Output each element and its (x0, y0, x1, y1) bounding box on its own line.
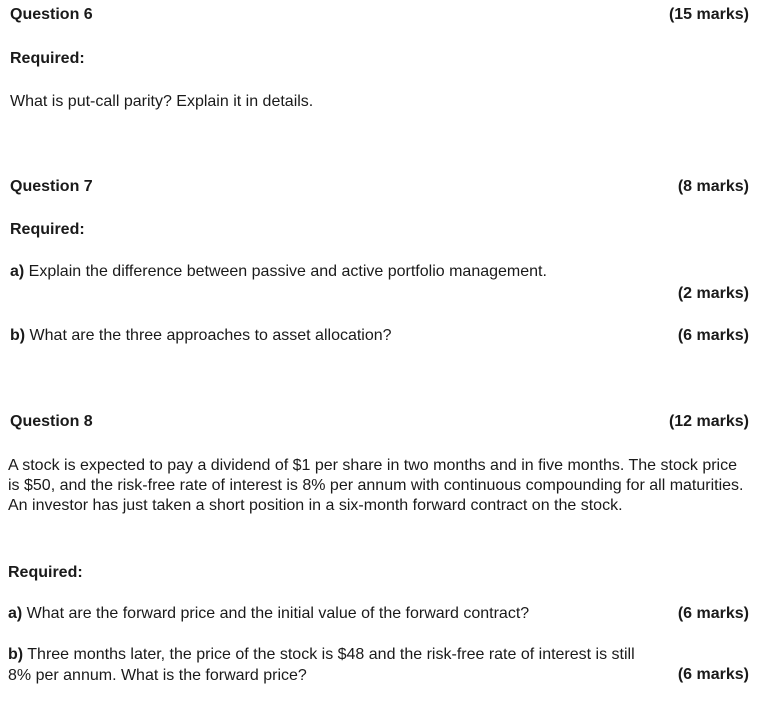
question-7-part-a (10, 263, 547, 281)
part-a-label: a) (8, 605, 23, 622)
question-8-part-b-line2: 8% per annum. What is the forward price? (8, 667, 307, 684)
question-6-marks: (15 marks) (668, 6, 749, 23)
part-b-label: b) (10, 327, 26, 344)
question-8-part-a (8, 605, 529, 623)
question-7-title: Question 7 (10, 178, 93, 195)
question-7-part-a-marks: (2 marks) (677, 285, 749, 302)
question-8-required: Required: (8, 564, 83, 581)
part-a-text: What are the forward price and the initial value of the forward contract? (22, 605, 530, 622)
question-8-part-a-marks: (6 marks) (677, 605, 749, 622)
question-6-prompt: What is put-call parity? Explain it in details. (10, 93, 314, 110)
part-b-text: What are the three approaches to asset allocation? (25, 327, 392, 344)
question-7-marks: (8 marks) (677, 178, 749, 195)
part-a-text: Explain the difference between passive and active portfolio management. (24, 263, 547, 280)
part-b-label: b) (8, 646, 24, 663)
question-7-part-b-marks: (6 marks) (677, 327, 749, 344)
question-8-part-b-marks: (6 marks) (677, 666, 749, 683)
question-8-scenario: A stock is expected to pay a dividend of $1 per share in two months and in five months. The stock price is $50, and the risk-free rate of interest is 8% per annum with continuous compounding for all maturities. An investor has just taken a short position in a six-month forward contract on the stock. (8, 457, 744, 514)
question-6-title: Question 6 (10, 6, 93, 23)
question-8-part-b-line1 (8, 646, 635, 664)
question-7-required: Required: (10, 221, 85, 238)
question-8-title: Question 8 (10, 413, 93, 430)
part-a-label: a) (10, 263, 25, 280)
question-8-marks: (12 marks) (668, 413, 749, 430)
question-6-required: Required: (10, 50, 85, 67)
part-b-text: Three months later, the price of the stock is $48 and the risk-free rate of interest is still (23, 646, 635, 663)
question-7-part-b (10, 327, 392, 345)
